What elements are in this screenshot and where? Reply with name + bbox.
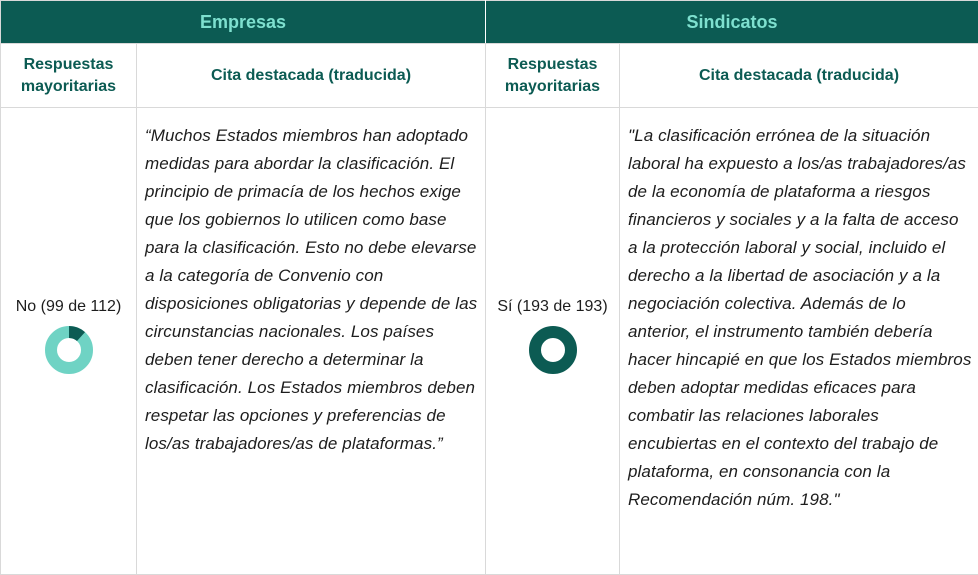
content-row: [1, 108, 978, 575]
empresas-donut-chart: [39, 320, 99, 385]
sindicatos-donut-main: [535, 332, 571, 368]
group-header-sindicatos: Sindicatos: [486, 1, 978, 44]
empresas-quote: “Muchos Estados miembros han adoptado medidas para abordar la clasificación. El principio de primacía de los hechos exige que los gobiernos lo utilicen como base para la clasificación. Esto no debe elevarse a la categoría de Convenio con disposiciones obligatorias y depende de las circunstancias nacionales. Los países deben tener derecho a determinar la clasificación. Los Estados miembros deben respetar las opciones y preferencias de los/as trabajadores/as de plataformas.”: [137, 108, 486, 575]
group-header-row: [1, 1, 978, 44]
sindicatos-quote: "La clasificación errónea de la situación laboral ha expuesto a los/as trabajadores/as de la economía de plataforma a riesgos financieros y sociales y a la falta de acceso a la protección laboral y social, incluido el derecho a la libertad de asociación y a la negociación colectiva. Además de lo anterior, el instrumento también debería hacer hincapié en que los Estados miembros deben adoptar medidas eficaces para combatir las relaciones laborales encubiertas en el contexto del trabajo de plataforma, en consonancia con la Recomendación núm. 198.": [620, 108, 978, 575]
col-header-quote-empresas: Cita destacada (traducida): [137, 44, 486, 108]
empresas-response-label: No (99 de 112): [15, 297, 122, 315]
col-header-response-empresas: Respuestas mayoritarias: [1, 44, 137, 108]
col-header-response-sindicatos: Respuestas mayoritarias: [486, 44, 620, 108]
col-header-quote-sindicatos: Cita destacada (traducida): [620, 44, 978, 108]
empresas-donut-svg: [39, 320, 99, 380]
sindicatos-donut-svg: [523, 320, 583, 380]
column-header-row: [1, 44, 978, 108]
group-header-empresas: Empresas: [1, 1, 486, 44]
empresas-response-cell: [1, 108, 137, 575]
sindicatos-response-label: Sí (193 de 193): [497, 297, 608, 315]
sindicatos-response-cell: [486, 108, 620, 575]
empresas-donut-minority: [69, 332, 81, 337]
sindicatos-donut-chart: [523, 320, 583, 385]
